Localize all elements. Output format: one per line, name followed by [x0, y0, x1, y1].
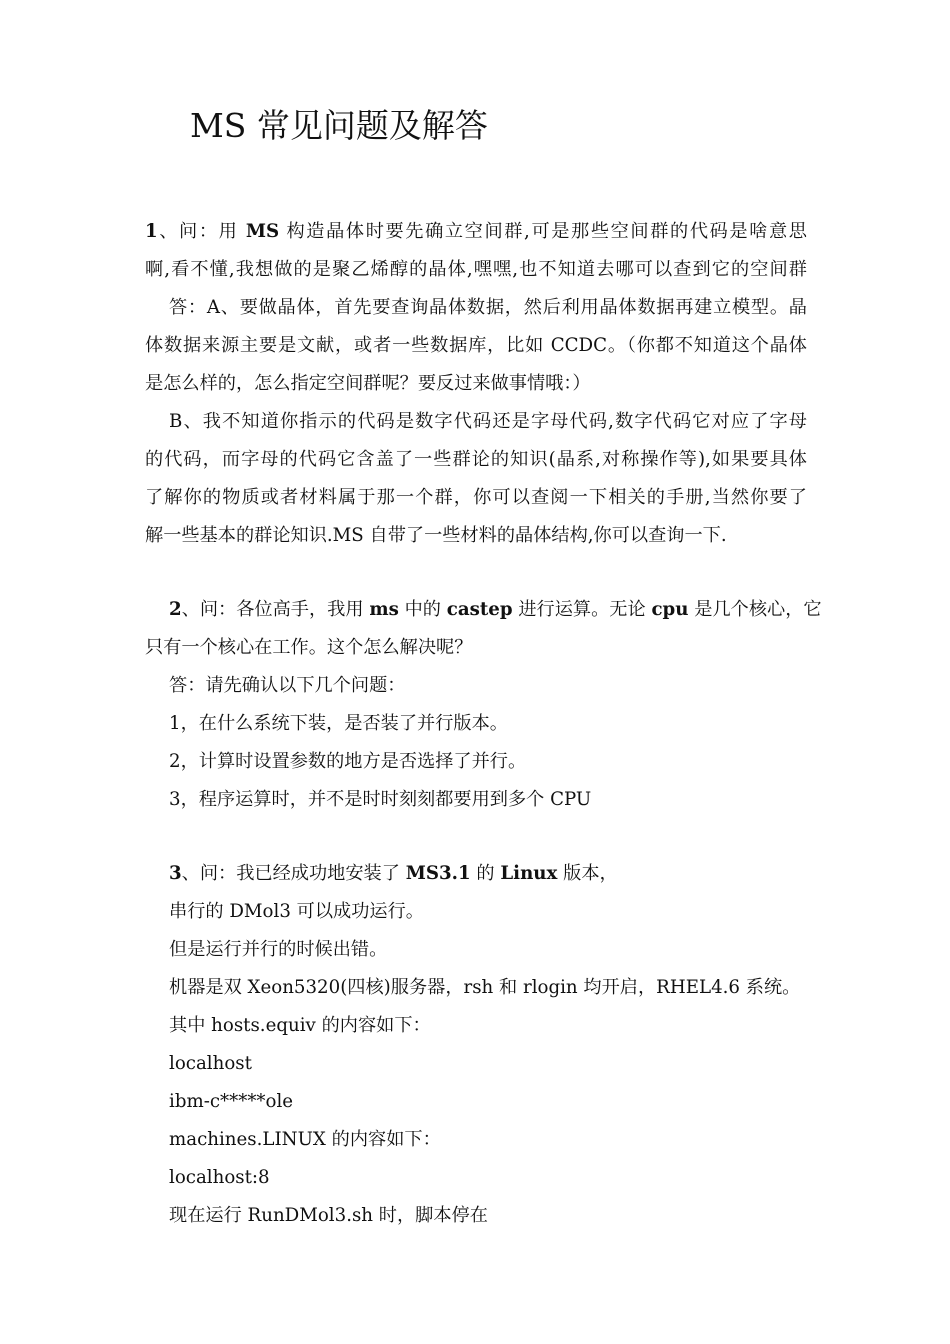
q2-answer-item-2: 2，计算时设置参数的地方是否选择了并行。 [169, 751, 527, 772]
q2-answer-item-1: 1，在什么系统下装，是否装了并行版本。 [169, 713, 508, 734]
q1-answer-a-line-2: 体数据来源主要是文献，或者一些数据库，比如 CCDC。（你都不知道这个晶体 [145, 335, 807, 356]
q3-line-5: 其中 hosts.equiv 的内容如下： [169, 1015, 431, 1036]
q2-label-3: 进行运算。无论 [512, 599, 652, 620]
q3-label-3: 版本， [557, 863, 618, 884]
q1-question-line-1 [145, 220, 807, 244]
q3-line-8: machines.LINUX 的内容如下： [169, 1129, 441, 1150]
q3-question-line-1 [169, 862, 618, 886]
q1-answer-b-line-3: 了解你的物质或者材料属于那一个群，你可以查阅一下相关的手册,当然你要了 [145, 487, 807, 508]
q3-label-1: 、问：我已经成功地安装了 [181, 863, 406, 884]
q1-number: 1 [145, 221, 158, 242]
q2-question-line-1 [169, 598, 822, 622]
q3-line-6: localhost [169, 1053, 252, 1074]
q1-answer-b-line-2: 的代码，而字母的代码它含盖了一些群论的知识(晶系,对称操作等),如果要具体 [145, 449, 807, 470]
q3-line-2: 串行的 DMol3 可以成功运行。 [169, 901, 424, 922]
q3-line-3: 但是运行并行的时候出错。 [169, 939, 388, 960]
q3-label-2: 的 [470, 863, 501, 884]
q3-line-4: 机器是双 Xeon5320(四核)服务器，rsh 和 rlogin 均开启，RHEL4.6 系统。 [169, 977, 801, 998]
q2-answer-item-3: 3，程序运算时，并不是时时刻刻都要用到多个 CPU [169, 789, 592, 810]
q1-line1-rest: 构造晶体时要先确立空间群,可是那些空间群的代码是啥意思 [279, 221, 807, 242]
document-title: MS 常见问题及解答 [190, 106, 488, 145]
q2-cpu: cpu [651, 599, 689, 620]
q1-ms: MS [245, 221, 280, 242]
q2-label-1: 、问：各位高手，我用 [181, 599, 370, 620]
q1-question-line-2: 啊,看不懂,我想做的是聚乙烯醇的晶体,嘿嘿,也不知道去哪可以查到它的空间群 [145, 259, 807, 280]
q2-label-4: 是几个核心，它 [688, 599, 822, 620]
q2-answer-intro: 答：请先确认以下几个问题： [169, 675, 406, 696]
q3-ms: MS3.1 [405, 863, 471, 884]
q1-answer-a-line-1: 答：A、要做晶体，首先要查询晶体数据，然后利用晶体数据再建立模型。晶 [169, 297, 807, 318]
q2-label-2: 中的 [398, 599, 447, 620]
q2-question-line-2: 只有一个核心在工作。这个怎么解决呢？ [145, 637, 473, 658]
q2-number: 2 [169, 599, 182, 620]
q2-castep: castep [446, 599, 513, 620]
q1-label: 、问：用 [157, 221, 246, 242]
q3-line-7: ibm-c*****ole [169, 1091, 294, 1112]
q3-line-9: localhost:8 [169, 1167, 270, 1188]
q1-answer-b-line-4: 解一些基本的群论知识.MS 自带了一些材料的晶体结构,你可以查询一下. [145, 525, 727, 546]
q3-number: 3 [169, 863, 182, 884]
q1-answer-a-line-3: 是怎么样的，怎么指定空间群呢？要反过来做事情哦：） [145, 373, 591, 394]
q1-answer-b-line-1: B、我不知道你指示的代码是数字代码还是字母代码,数字代码它对应了字母 [169, 411, 807, 432]
q3-line-10: 现在运行 RunDMol3.sh 时，脚本停在 [169, 1205, 488, 1226]
q2-ms: ms [369, 599, 399, 620]
q3-linux: Linux [500, 863, 558, 884]
